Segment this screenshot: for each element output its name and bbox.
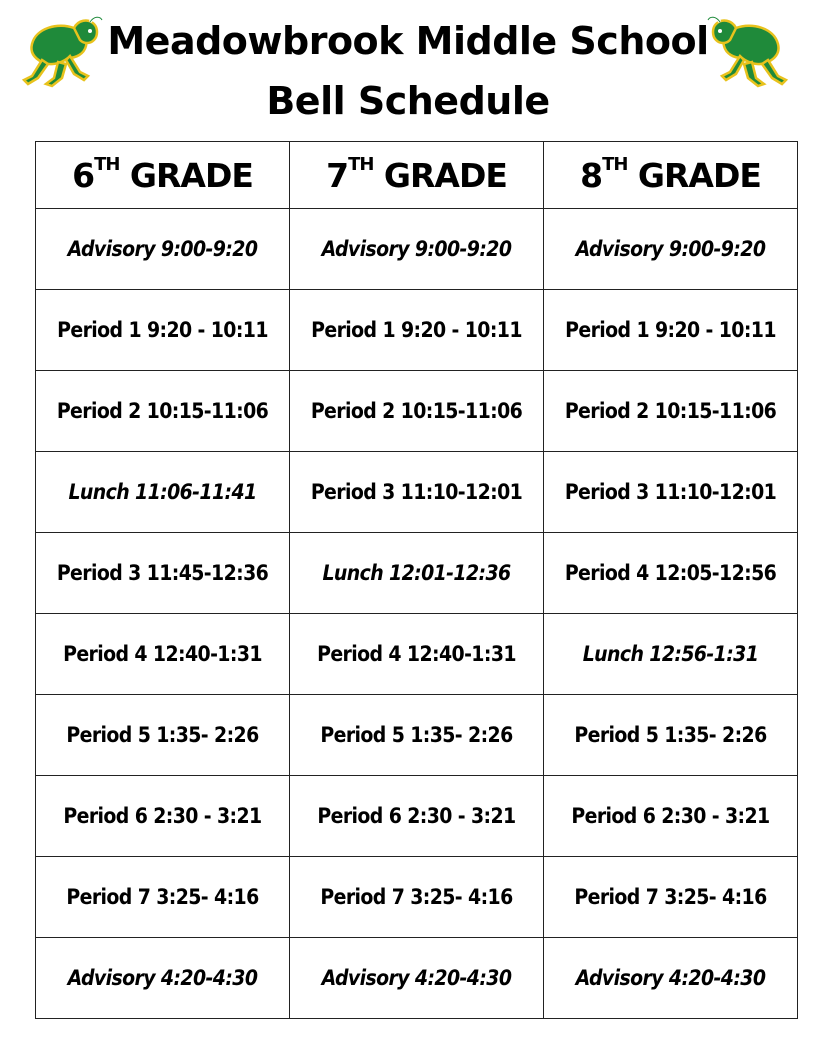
- schedule-cell: Lunch 11:06-11:41: [36, 452, 290, 533]
- schedule-cell: Period 6 2:30 - 3:21: [290, 776, 544, 857]
- grade-number: 8: [580, 155, 603, 195]
- schedule-cell: Period 1 9:20 - 10:11: [544, 290, 798, 371]
- schedule-cell: Period 6 2:30 - 3:21: [36, 776, 290, 857]
- schedule-cell: Period 2 10:15-11:06: [36, 371, 290, 452]
- schedule-cell: Period 7 3:25- 4:16: [36, 857, 290, 938]
- schedule-cell: Advisory 9:00-9:20: [544, 209, 798, 290]
- schedule-cell: Lunch 12:56-1:31: [544, 614, 798, 695]
- grade-number: 6: [72, 155, 95, 195]
- page-header: [0, 0, 816, 140]
- table-row: [36, 776, 798, 857]
- grade-label: GRADE: [383, 155, 507, 195]
- schedule-cell: Period 1 9:20 - 10:11: [36, 290, 290, 371]
- schedule-cell: Advisory 4:20-4:30: [36, 938, 290, 1019]
- schedule-cell: Period 5 1:35- 2:26: [290, 695, 544, 776]
- table-row: [36, 371, 798, 452]
- schedule-cell: Period 5 1:35- 2:26: [544, 695, 798, 776]
- schedule-cell: Period 5 1:35- 2:26: [36, 695, 290, 776]
- table-header-row: [36, 142, 798, 209]
- schedule-cell: Period 2 10:15-11:06: [290, 371, 544, 452]
- column-header-grade-7: [290, 142, 544, 209]
- grade-suffix: TH: [94, 153, 120, 175]
- table-body: [36, 209, 798, 1019]
- grade-label: GRADE: [129, 155, 253, 195]
- table-row: [36, 695, 798, 776]
- table-row: [36, 533, 798, 614]
- schedule-cell: Advisory 9:00-9:20: [36, 209, 290, 290]
- schedule-cell: Period 4 12:40-1:31: [36, 614, 290, 695]
- schedule-cell: Advisory 4:20-4:30: [544, 938, 798, 1019]
- grade-label: GRADE: [637, 155, 761, 195]
- table-row: [36, 209, 798, 290]
- schedule-cell: Period 4 12:40-1:31: [290, 614, 544, 695]
- schedule-cell: Period 7 3:25- 4:16: [290, 857, 544, 938]
- table-row: [36, 614, 798, 695]
- table-row: [36, 290, 798, 371]
- schedule-cell: Period 4 12:05-12:56: [544, 533, 798, 614]
- grade-suffix: TH: [348, 153, 374, 175]
- table-row: [36, 452, 798, 533]
- schedule-cell: Period 2 10:15-11:06: [544, 371, 798, 452]
- schedule-cell: Period 1 9:20 - 10:11: [290, 290, 544, 371]
- schedule-cell: Advisory 9:00-9:20: [290, 209, 544, 290]
- page-subtitle: Bell Schedule: [266, 79, 550, 123]
- schedule-cell: Lunch 12:01-12:36: [290, 533, 544, 614]
- column-header-grade-6: [36, 142, 290, 209]
- bell-schedule-table: [35, 141, 798, 1019]
- grade-suffix: TH: [602, 153, 628, 175]
- schedule-cell: Period 3 11:10-12:01: [290, 452, 544, 533]
- page-title: Meadowbrook Middle School: [107, 19, 709, 63]
- table-row: [36, 857, 798, 938]
- schedule-cell: Period 3 11:45-12:36: [36, 533, 290, 614]
- table-row: [36, 938, 798, 1019]
- schedule-cell: Period 6 2:30 - 3:21: [544, 776, 798, 857]
- schedule-cell: Period 7 3:25- 4:16: [544, 857, 798, 938]
- column-header-grade-8: [544, 142, 798, 209]
- schedule-cell: Period 3 11:10-12:01: [544, 452, 798, 533]
- grade-number: 7: [326, 155, 349, 195]
- schedule-cell: Advisory 4:20-4:30: [290, 938, 544, 1019]
